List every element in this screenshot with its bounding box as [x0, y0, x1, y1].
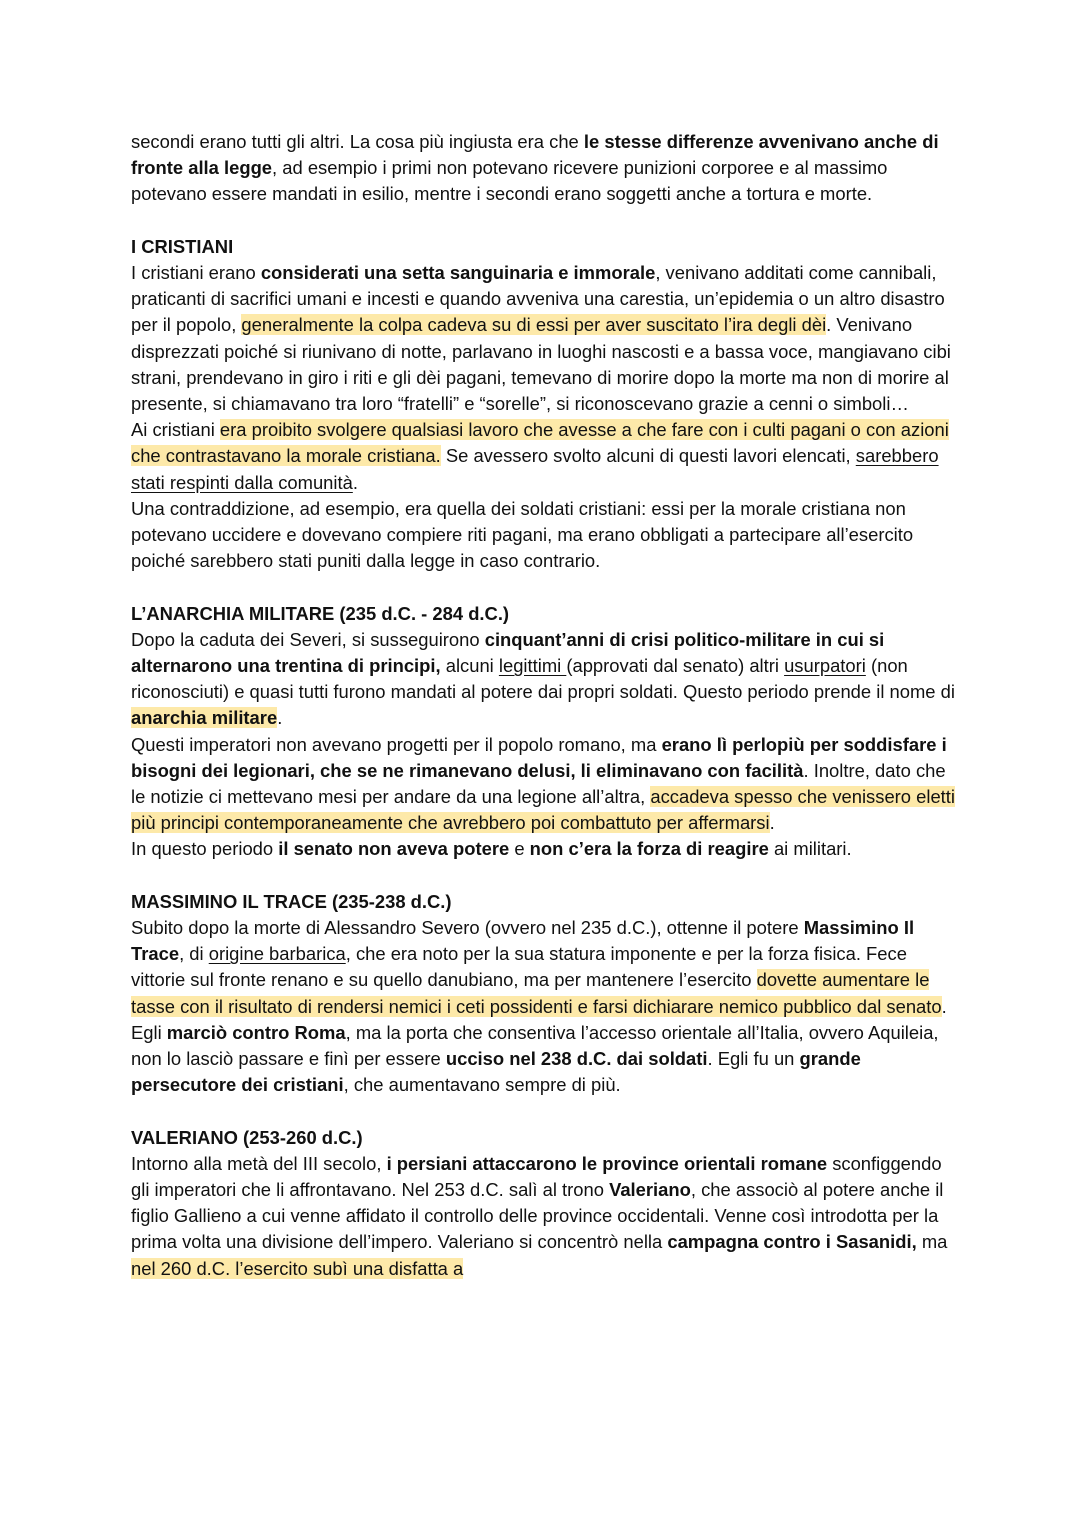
paragraph: [131, 627, 961, 732]
bold-text: non c’era la forza di reagire: [529, 838, 769, 860]
intro-paragraph: [131, 129, 961, 208]
bold-text: grande persecutore dei cristiani: [131, 1048, 861, 1096]
paragraph: [131, 260, 961, 417]
text: . Venivano disprezzati poiché si riunivano di notte, parlavano in luoghi nascosti e a bassa voce, mangiavano cibi strani, prendevano in giro i riti e gli dèi pagani, temevano di morire dopo la morte ma non di morire al presente, si chiamavano tra loro “fratelli” e “sorelle”, si riconoscevano grazie a cenni o simboli…: [131, 314, 951, 415]
section-cristiani: [131, 234, 961, 575]
paragraph: [131, 836, 961, 862]
text: , che aumentavano sempre di più.: [343, 1074, 621, 1096]
bold-text: i persiani attaccarono le province orientali romane: [386, 1152, 828, 1174]
text: Dopo la caduta dei Severi, si susseguirono: [131, 628, 485, 650]
section-valeriano: [131, 1125, 961, 1282]
bold-text: , che se ne rimanevano delusi, li eliminavano con facilità: [309, 759, 804, 781]
text: I cristiani erano: [131, 262, 261, 283]
text: . Egli: [131, 995, 947, 1043]
text: , che era noto per la sua statura imponente e per la forza fisica. Fece vittorie sul fronte renano e su quello danubiano, ma per mantenere l’esercito: [131, 943, 907, 991]
paragraph: [131, 915, 961, 1098]
bold-text: campagna contro i Sasanidi,: [667, 1231, 917, 1253]
text: alcuni: [440, 655, 499, 677]
bold-text: considerati una setta sanguinaria e immorale: [260, 262, 656, 283]
bold-text: cinquant’anni di crisi politico-militare in cui si alternarono una trentina di principi,: [131, 628, 885, 677]
text: ai militari.: [768, 838, 852, 860]
bold-highlighted-text: anarchia militare: [131, 707, 278, 729]
bold-text: le stesse differenze avvenivano anche di fronte alla legge: [131, 131, 939, 179]
highlighted-text: nel 260 d.C. l’esercito subì una disfatta a: [131, 1257, 464, 1279]
text: , ad esempio i primi non potevano ricevere punizioni corporee e al massimo potevano essere mandati in esilio, mentre i secondi erano soggetti anche a tortura e morte.: [131, 157, 888, 205]
text: Intorno alla metà del III secolo,: [131, 1152, 387, 1174]
text: .: [769, 812, 775, 834]
section-heading: L’ANARCHIA MILITARE (235 d.C. - 284 d.C.): [131, 602, 510, 624]
paragraph: Una contraddizione, ad esempio, era quella dei soldati cristiani: essi per la morale cristiana non potevano uccidere e dovevano compiere riti pagani, ma erano obbligati a partecipare all’esercito poiché sarebbero stati puniti dalla legge in caso contrario.: [131, 497, 914, 572]
text: .: [277, 707, 283, 729]
text: Se avessero svolto alcuni di questi lavori elencati,: [440, 445, 856, 467]
bold-text: marciò contro Roma: [166, 1021, 346, 1043]
text: , ma la porta che consentiva l’accesso orientale all’Italia, ovvero Aquileia, non lo lasciò passare e finì per essere: [131, 1021, 939, 1070]
highlighted-text: era proibito svolgere qualsiasi lavoro che avesse a che fare con i culti pagani o con azioni che contrastavano la morale cristiana.: [131, 419, 949, 467]
text: (non riconosciuti) e quasi tutti furono mandati al potere dai propri soldati. Questo periodo prende il nome di: [131, 655, 955, 703]
text: , venivano additati come cannibali, praticanti di sacrifici umani e incesti e quando avveniva una carestia, un’epidemia o un altro disastro per il popolo,: [131, 262, 945, 336]
text: . Inoltre, dato che le notizie ci mettevano mesi per andare da una legione all’altra,: [131, 759, 946, 808]
text: In questo periodo: [131, 838, 279, 860]
text: e: [509, 838, 530, 860]
text: sconfiggendo gli imperatori che li affrontavano. Nel 253 d.C. salì al trono: [131, 1152, 942, 1201]
bold-text: ucciso nel 238 d.C. dai soldati: [445, 1048, 708, 1070]
highlighted-text: generalmente la colpa cadeva su di essi per aver suscitato l’ira degli dèi: [241, 314, 827, 336]
section-anarchia-militare: [131, 601, 961, 863]
text: Subito dopo la morte di Alessandro Severo (ovvero nel 235 d.C.), ottenne il potere: [131, 917, 804, 939]
text: ma: [916, 1231, 948, 1253]
underlined-text: usurpatori: [784, 655, 866, 677]
text: , che associò al potere anche il figlio Gallieno a cui venne affidato il controllo delle province occidentali. Venne così introdotta per la prima volta una divisione dell’impero. Valeriano si concentrò nella: [131, 1179, 944, 1253]
paragraph: [131, 417, 961, 496]
text: secondi erano tutti gli altri. La cosa più ingiusta era che: [131, 131, 584, 152]
text: (approvati dal senato) altri: [566, 655, 785, 677]
highlighted-text: dovette aumentare le tasse con il risultato di rendersi nemici i ceti possidenti e farsi dichiarare nemico pubblico dal senato: [131, 969, 942, 1017]
section-heading: I CRISTIANI: [131, 235, 234, 257]
paragraph: [131, 732, 961, 837]
underlined-text: sarebbero stati respinti dalla comunità: [131, 445, 939, 493]
underlined-text: origine barbarica: [208, 943, 346, 965]
section-heading: MASSIMINO IL TRACE (235-238 d.C.): [131, 890, 452, 912]
bold-text: Valeriano: [609, 1179, 691, 1201]
highlighted-text: accadeva spesso che venissero eletti più principi contemporaneamente che avrebbero poi combattuto per affermarsi: [131, 786, 955, 834]
document-body: [131, 129, 961, 1282]
text: , di: [179, 943, 209, 965]
underlined-text: legittimi: [498, 655, 567, 677]
text: .: [352, 471, 358, 493]
text: Ai cristiani: [131, 419, 220, 441]
bold-text: erano lì perlopiù per soddisfare i bisogni dei legionari: [131, 733, 947, 781]
section-heading: VALERIANO (253-260 d.C.): [131, 1126, 363, 1148]
text: . Egli fu un: [707, 1048, 800, 1070]
text: Questi imperatori non avevano progetti per il popolo romano, ma: [131, 733, 662, 755]
section-massimino-il-trace: [131, 889, 961, 1099]
bold-text: Massimino Il Trace: [131, 917, 915, 965]
paragraph: [131, 1151, 961, 1282]
bold-text: il senato non aveva potere: [278, 838, 510, 860]
